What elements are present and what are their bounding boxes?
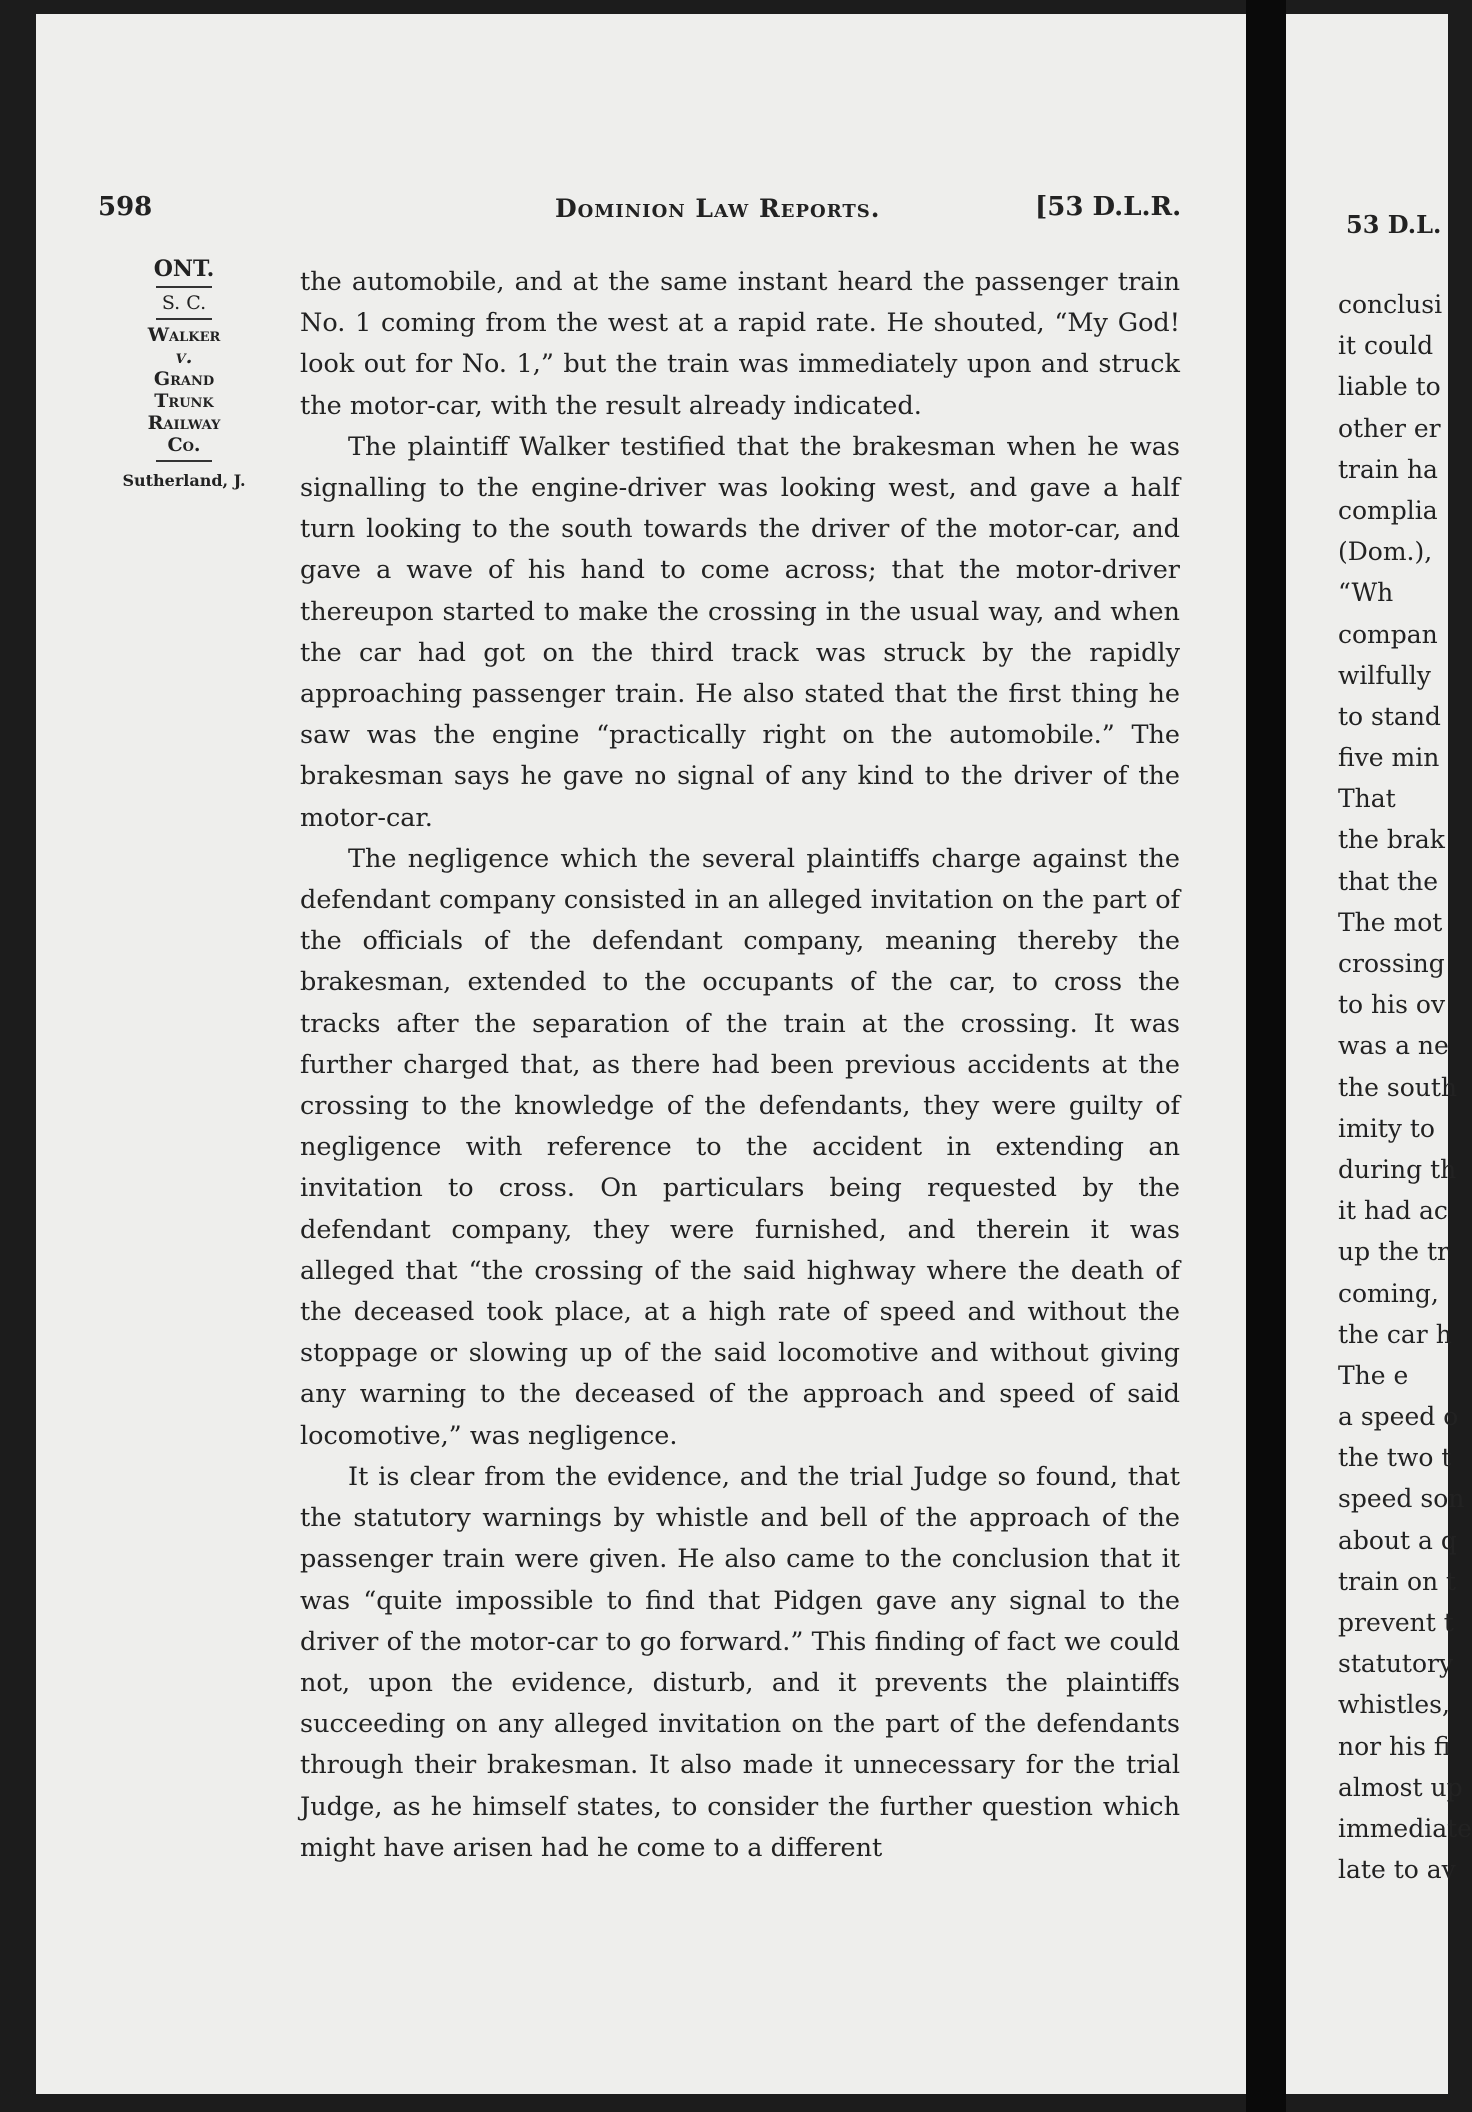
- facing-line-fragment: the brak: [1338, 825, 1445, 855]
- facing-line-fragment: speed son: [1338, 1484, 1465, 1514]
- facing-page-lines: [1338, 284, 1472, 1890]
- facing-line-fragment: other er: [1338, 413, 1441, 443]
- facing-page: [1286, 14, 1472, 2094]
- case-line: Grand: [153, 368, 215, 390]
- facing-line-fragment: was a ne: [1338, 1031, 1449, 1061]
- facing-line-fragment: The e: [1338, 1360, 1409, 1390]
- facing-line-fragment: nor his fi: [1338, 1731, 1451, 1761]
- facing-line-fragment: up the tr: [1338, 1237, 1449, 1267]
- paragraph: It is clear from the evidence, and the trial Judge so found, that the statutory warnings by whistle and bell of the approach of the passenger train were given. He also came to the conclusion that it was “quite impossible to find that Pidgen gave any signal to the driver of the motor-car to go forward.” This finding of fact we could not, upon the evidence, disturb, and it prevents the plaintiffs succeeding on any alleged invitation on the part of the defendants through their brakesman. It also made it unnecessary for the trial Judge, as he himself states, to consider the further question which might have arisen had he come to a different: [300, 1461, 1180, 1863]
- facing-line-fragment: train ha: [1338, 454, 1438, 484]
- facing-line-fragment: train on t: [1338, 1566, 1457, 1596]
- page-number: 598: [98, 192, 153, 222]
- facing-line-fragment: statutory: [1338, 1649, 1454, 1679]
- facing-line-fragment: to his ov: [1338, 990, 1446, 1020]
- paragraph: The plaintiff Walker testified that the brakesman when he was signalling to the engine-driver was looking west, and gave a half turn looking to the south towards the driver of the motor-car, and gave a wave of his hand to come across; that the motor-driver thereupon started to make the crossing in the usual way, and when the car had got on the third track was struck by the rapidly approaching passenger train. He also stated that the first thing he saw was the engine “practically right on the automobile.” The brakesman says he gave no signal of any kind to the driver of the motor-car.: [300, 431, 1180, 833]
- facing-line-fragment: That: [1338, 784, 1396, 814]
- margin-note: [100, 258, 268, 492]
- facing-page-header: 53 D.L.: [1346, 210, 1442, 239]
- facing-line-fragment: complia: [1338, 495, 1438, 525]
- facing-line-fragment: during th: [1338, 1154, 1457, 1184]
- facing-line-fragment: imity to: [1338, 1113, 1435, 1143]
- margin-rule: [156, 286, 212, 288]
- facing-line-fragment: coming,: [1338, 1278, 1439, 1308]
- facing-line-fragment: crossing: [1338, 949, 1445, 978]
- facing-line-fragment: late to av: [1338, 1855, 1456, 1885]
- facing-line-fragment: liable to: [1338, 372, 1441, 402]
- facing-line-fragment: that the: [1338, 866, 1438, 896]
- facing-line-fragment: it could: [1338, 331, 1434, 361]
- facing-line-fragment: compan: [1338, 619, 1438, 649]
- body-text: [300, 262, 1180, 1869]
- margin-case-name: [100, 324, 268, 456]
- case-line: v.: [175, 346, 193, 368]
- facing-line-fragment: immediate: [1338, 1813, 1472, 1843]
- facing-line-fragment: about a q: [1338, 1525, 1457, 1555]
- margin-rule: [156, 318, 212, 320]
- margin-rule: [156, 460, 212, 462]
- facing-line-fragment: “Wh: [1338, 578, 1394, 608]
- running-title: Dominion Law Reports.: [555, 194, 881, 223]
- facing-line-fragment: it had ac: [1338, 1196, 1448, 1226]
- paragraph: The negligence which the several plaintiffs charge against the defendant company consisted in an alleged invitation on the part of the officials of the defendant company, meaning thereby the brakesman, extended to the occupants of the car, to cross the tracks after the separation of the train at the crossing. It was further charged that, as there had been previous accidents at the crossing to the knowledge of the defendants, they were guilty of negligence with reference to the accident in extending an invitation to cross. On particulars being requested by the defendant company, they were furnished, and therein it was alleged that “the crossing of the said highway where the death of the deceased took place, at a high rate of speed and without the stoppage or slowing up of the said locomotive and without giving any warning to the deceased of the approach and speed of said locomotive,” was negligence.: [300, 843, 1180, 1451]
- margin-province: ONT.: [153, 256, 215, 282]
- facing-line-fragment: The mot: [1338, 907, 1443, 937]
- facing-line-fragment: (Dom.),: [1338, 537, 1433, 567]
- facing-line-fragment: conclusi: [1338, 290, 1443, 319]
- case-line: Walker: [147, 324, 221, 346]
- book-gutter: [1246, 0, 1286, 2112]
- margin-judge: Sutherland, J.: [122, 471, 246, 490]
- case-line: Co.: [167, 434, 201, 456]
- facing-line-fragment: to stand: [1338, 701, 1441, 731]
- facing-line-fragment: wilfully: [1338, 660, 1431, 690]
- facing-line-fragment: whistles,: [1338, 1690, 1450, 1720]
- margin-court: S. C.: [161, 292, 207, 314]
- case-line: Trunk: [154, 390, 214, 412]
- facing-line-fragment: the car h: [1338, 1319, 1452, 1349]
- facing-line-fragment: almost up: [1338, 1772, 1463, 1802]
- facing-line-fragment: the south: [1338, 1072, 1458, 1102]
- volume-reference: [53 D.L.R.: [1035, 192, 1182, 222]
- facing-line-fragment: prevent t: [1338, 1608, 1454, 1637]
- facing-line-fragment: a speed o: [1338, 1402, 1459, 1432]
- case-line: Railway: [147, 412, 221, 434]
- paragraph: the automobile, and at the same instant heard the passenger train No. 1 coming from the west at a rapid rate. He shouted, “My God! look out for No. 1,” but the train was immediately upon and struck the motor-car, with the result already indicated.: [300, 267, 1180, 421]
- facing-line-fragment: five min: [1338, 743, 1440, 773]
- facing-line-fragment: the two t: [1338, 1443, 1452, 1473]
